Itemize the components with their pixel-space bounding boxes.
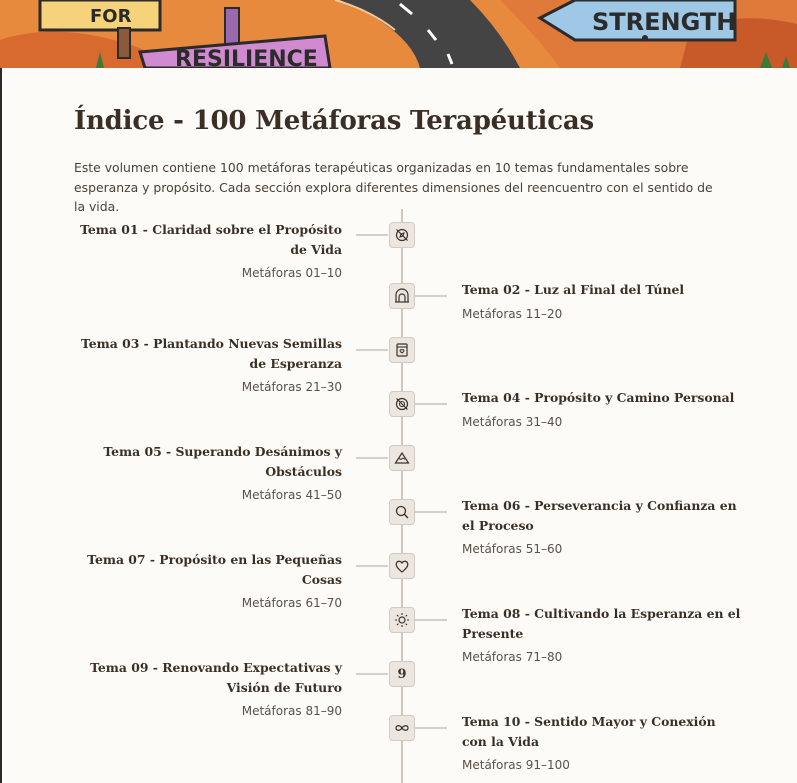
topic-title: Tema 04 - Propósito y Camino Personal	[462, 390, 735, 405]
topic-entry-09[interactable]	[72, 658, 342, 718]
topic-entry-10[interactable]	[462, 712, 742, 772]
topic-entry-08[interactable]	[462, 604, 742, 664]
tunnel-icon	[394, 288, 410, 304]
topic-range: Metáforas 51–60	[462, 542, 563, 556]
intro-paragraph: Este volumen contiene 100 metáforas terapéuticas organizadas en 10 temas fundamentales sobre esperanza y propósito. Cada sección explora diferentes dimensiones del reencuentro con el sentido de la vida.	[74, 160, 713, 214]
topic-entry-03[interactable]	[72, 334, 342, 394]
topic-node-06	[389, 499, 415, 525]
topic-title: Tema 10 - Sentido Mayor y Conexión con la Vida	[462, 714, 716, 749]
topic-node-01	[389, 222, 415, 248]
page-left-border	[0, 68, 2, 783]
mountain-icon	[394, 450, 410, 466]
topic-entry-06[interactable]	[462, 496, 742, 556]
sign-center-text: RESILIENCE	[175, 47, 318, 68]
topic-node-07	[389, 553, 415, 579]
topic-node-05	[389, 445, 415, 471]
connector-01	[356, 234, 388, 236]
topic-range: Metáforas 81–90	[241, 704, 342, 718]
target-off-icon	[394, 396, 410, 412]
infinity-icon	[394, 720, 410, 736]
sign-right-text: STRENGTH	[592, 8, 737, 36]
compass-off-icon	[394, 227, 410, 243]
seed-packet-icon	[394, 342, 410, 358]
topic-title: Tema 07 - Propósito en las Pequeñas Cosas	[87, 552, 342, 587]
topic-node-09	[389, 661, 415, 687]
topic-range: Metáforas 61–70	[241, 596, 342, 610]
topic-range: Metáforas 71–80	[462, 650, 563, 664]
sun-icon	[394, 612, 410, 628]
connector-06	[415, 511, 447, 513]
topic-range: Metáforas 41–50	[241, 488, 342, 502]
topic-title: Tema 01 - Claridad sobre el Propósito de Vida	[80, 222, 342, 257]
connector-03	[356, 349, 388, 351]
topic-node-02	[389, 283, 415, 309]
topic-range: Metáforas 91–100	[462, 758, 570, 772]
header-banner-illustration	[0, 0, 797, 68]
topic-title: Tema 06 - Perseverancia y Confianza en el Proceso	[462, 498, 737, 533]
connector-08	[415, 619, 447, 621]
topic-title: Tema 09 - Renovando Expectativas y Visión de Futuro	[90, 660, 342, 695]
topic-range: Metáforas 31–40	[462, 414, 563, 429]
number-nine-icon: 9	[397, 666, 407, 682]
magnifier-icon	[394, 504, 410, 520]
topic-range: Metáforas 01–10	[241, 266, 342, 280]
topic-title: Tema 05 - Superando Desánimos y Obstáculos	[103, 444, 342, 479]
connector-10	[415, 727, 447, 729]
page-title: Índice - 100 Metáforas Terapéuticas	[74, 106, 594, 136]
connector-09	[356, 673, 388, 675]
connector-04	[415, 403, 447, 405]
road-signs-illustration	[0, 0, 797, 68]
topic-node-03	[389, 337, 415, 363]
topic-entry-02[interactable]	[462, 280, 742, 321]
connector-05	[356, 457, 388, 459]
sign-left-text: FOR	[90, 6, 132, 27]
topic-range: Metáforas 21–30	[241, 380, 342, 394]
heart-icon	[394, 558, 410, 574]
topic-entry-04[interactable]	[462, 388, 742, 429]
topic-entry-01[interactable]	[72, 220, 342, 280]
topic-entry-05[interactable]	[72, 442, 342, 502]
topic-range: Metáforas 11–20	[462, 306, 563, 321]
topic-entry-07[interactable]	[72, 550, 342, 610]
index-page	[0, 68, 797, 783]
topic-node-08	[389, 607, 415, 633]
connector-07	[356, 565, 388, 567]
topic-title: Tema 08 - Cultivando la Esperanza en el Presente	[462, 606, 741, 641]
topic-title: Tema 02 - Luz al Final del Túnel	[462, 282, 685, 297]
topic-title: Tema 03 - Plantando Nuevas Semillas de Esperanza	[80, 336, 342, 371]
topic-node-04	[389, 391, 415, 417]
connector-02	[415, 295, 447, 297]
topic-node-10	[389, 715, 415, 741]
